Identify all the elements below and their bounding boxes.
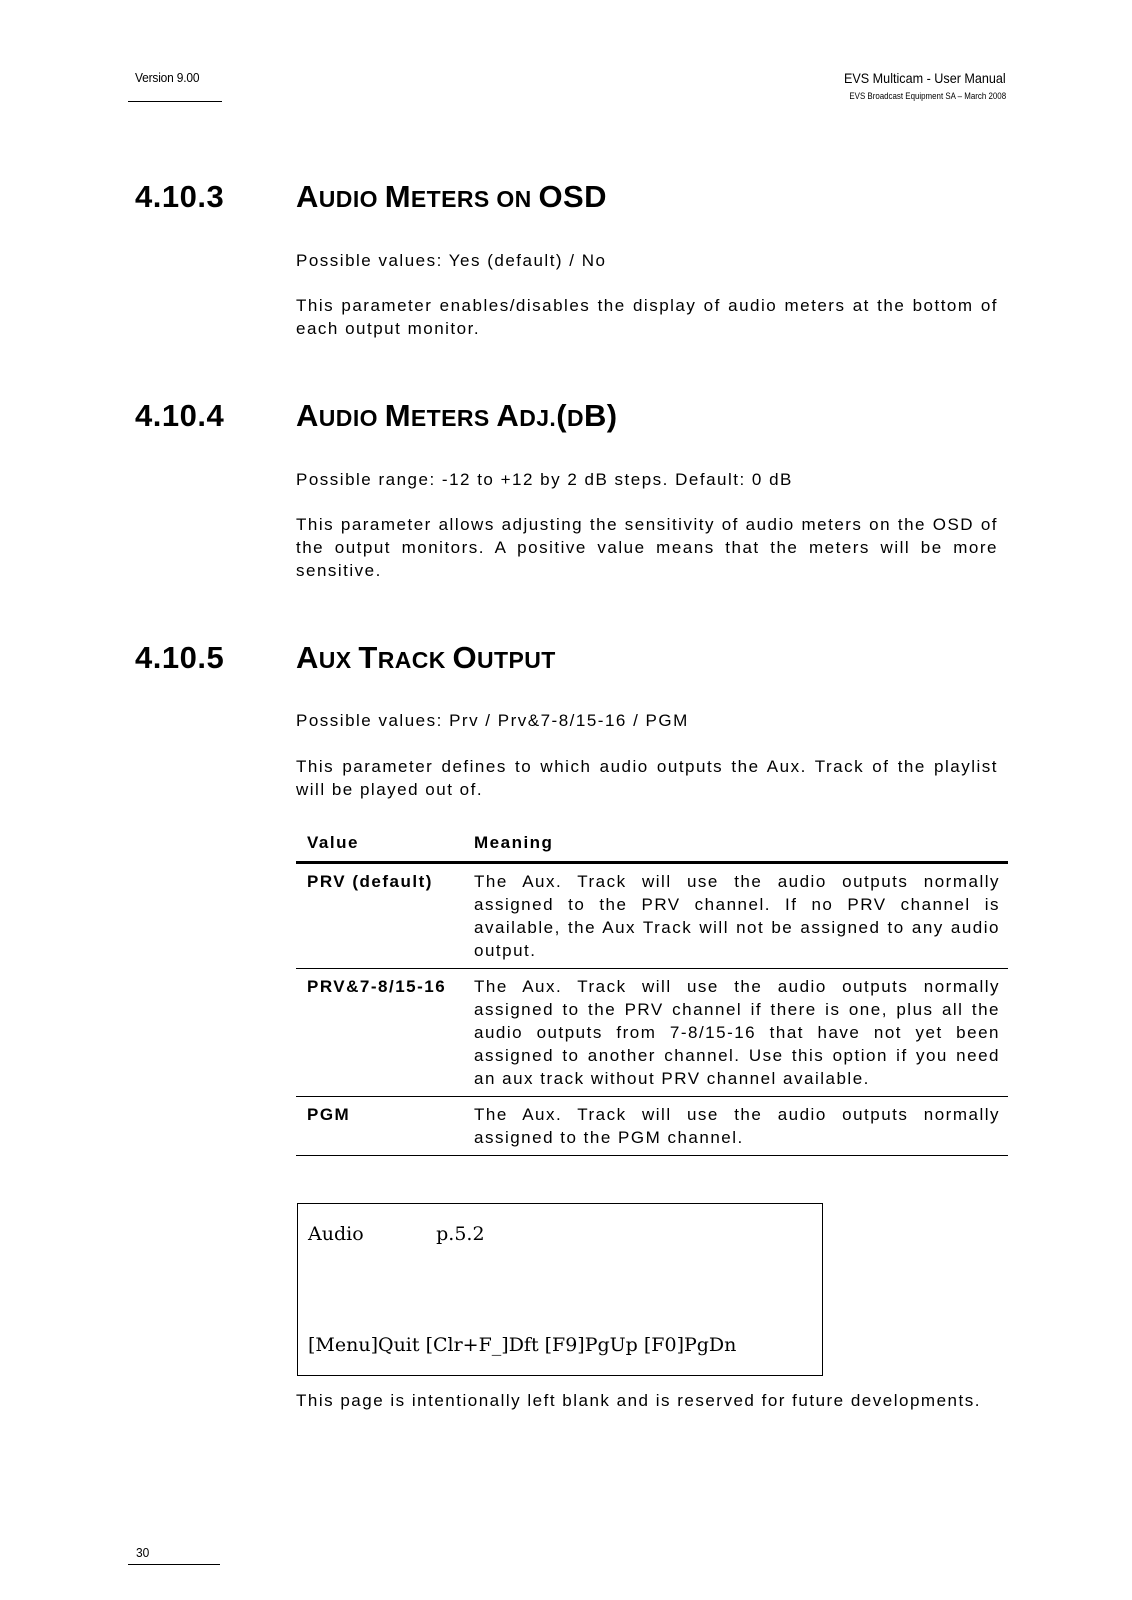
title-fragment: M: [384, 179, 411, 214]
title-fragment: A: [296, 398, 319, 433]
screen-title-line: Audio p.5.2: [308, 1223, 485, 1245]
footer-rule: [128, 1564, 220, 1565]
option-value: PGM: [296, 1097, 463, 1156]
title-fragment: UDIO: [318, 405, 385, 431]
option-meaning: The Aux. Track will use the audio outputs normally assigned to the PRV channel if there is one, plus all the audio outputs from 7-8/15-16 that have not yet been assigned to another channel. Use this option if you need an aux track without PRV channel available.: [463, 969, 1008, 1097]
header-manual-title: EVS Multicam - User Manual: [844, 70, 1006, 86]
section-title: [296, 398, 617, 434]
title-fragment: UDIO: [318, 186, 385, 212]
description-paragraph: This parameter defines to which audio outputs the Aux. Track of the playlist will be played out of.: [296, 757, 998, 799]
header-rule: [128, 101, 222, 102]
title-fragment: DJ.: [519, 405, 557, 431]
title-fragment: M: [384, 398, 411, 433]
table-row: [296, 1097, 1008, 1156]
title-fragment: ETERS: [410, 405, 497, 431]
possible-values-text: Possible values: Yes (default) / No: [296, 251, 607, 270]
description-paragraph: This parameter allows adjusting the sensitivity of audio meters on the OSD of the output monitors. A positive value means that the meters will be more sensitive.: [296, 515, 998, 580]
table-row: [296, 863, 1008, 969]
title-fragment: D: [566, 405, 584, 431]
section-number: 4.10.3: [135, 179, 225, 214]
section-title: [296, 179, 607, 215]
page-number: 30: [136, 1545, 150, 1560]
title-fragment: A: [296, 640, 319, 675]
title-fragment: T: [358, 640, 378, 675]
table-row: [296, 969, 1008, 1097]
title-fragment: O: [452, 640, 478, 675]
description-paragraph: This parameter enables/disables the display of audio meters at the bottom of each output monitor.: [296, 296, 998, 338]
section-number: 4.10.5: [135, 640, 225, 675]
possible-range-text: Possible range: -12 to +12 by 2 dB steps. Default: 0 dB: [296, 470, 793, 489]
option-value: PRV&7-8/15-16: [296, 969, 463, 1097]
title-fragment: UX: [318, 647, 359, 673]
screen-keys-line: [Menu]Quit [Clr+F_]Dft [F9]PgUp [F0]PgDn: [308, 1334, 737, 1356]
option-meaning: The Aux. Track will use the audio outputs normally assigned to the PRV channel. If no PRV channel is available, the Aux Track will not be assigned to any audio output.: [463, 863, 1008, 969]
title-fragment: B): [583, 398, 618, 433]
section-title: [296, 640, 556, 676]
table-header-row: [296, 833, 1008, 863]
header-company-date: EVS Broadcast Equipment SA – March 2008: [849, 91, 1006, 101]
title-fragment: OSD: [538, 179, 607, 214]
column-header-meaning: Meaning: [463, 833, 1008, 863]
section-number: 4.10.4: [135, 398, 225, 433]
header-version: Version 9.00: [135, 70, 200, 85]
title-fragment: (: [556, 398, 567, 433]
menu-screen-box: [297, 1203, 823, 1376]
title-fragment: A: [296, 179, 319, 214]
blank-page-note: This page is intentionally left blank and is reserved for future developments.: [296, 1391, 981, 1410]
aux-track-options-table: [296, 833, 1008, 1156]
title-fragment: A: [496, 398, 520, 433]
option-value: PRV (default): [296, 863, 463, 969]
title-fragment: RACK: [377, 647, 453, 673]
title-fragment: UTPUT: [477, 647, 556, 673]
title-fragment: ETERS ON: [410, 186, 539, 212]
option-meaning: The Aux. Track will use the audio outputs normally assigned to the PGM channel.: [463, 1097, 1008, 1156]
column-header-value: Value: [296, 833, 463, 863]
possible-values-text: Possible values: Prv / Prv&7-8/15-16 / PGM: [296, 711, 689, 730]
